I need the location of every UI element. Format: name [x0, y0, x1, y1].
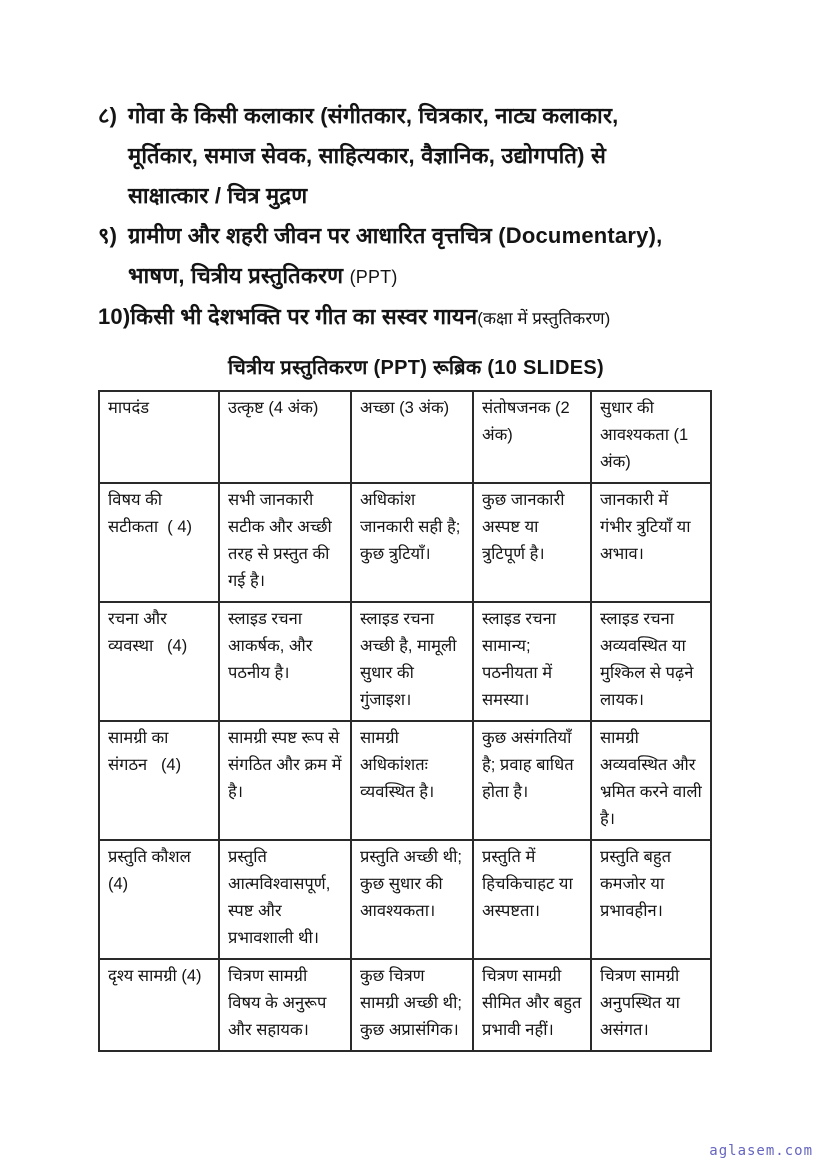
rubric-row-visual-material — [99, 959, 711, 1051]
list-item-8-line-2: मूर्तिकार, समाज सेवक, साहित्यकार, वैज्ञानिक, उद्योगपति) से — [128, 143, 607, 168]
watermark-text: aglasem.com — [709, 1143, 813, 1159]
list-item-9-text — [128, 216, 712, 297]
list-item-9-line-2 — [128, 256, 712, 297]
list-item-8-text — [128, 96, 712, 216]
rubric-header-criteria: मापदंड — [99, 391, 219, 483]
rubric-cell: सभी जानकारी सटीक और अच्छी तरह से प्रस्तुत की गई है। — [219, 483, 351, 602]
list-item-9-number: ९) — [98, 223, 118, 248]
rubric-cell: सामग्री अव्यवस्थित और भ्रमित करने वाली है। — [591, 721, 711, 840]
rubric-cell: जानकारी में गंभीर त्रुटियाँ या अभाव। — [591, 483, 711, 602]
rubric-cell: कुछ जानकारी अस्पष्ट या त्रुटिपूर्ण है। — [473, 483, 591, 602]
rubric-table — [98, 390, 712, 1052]
rubric-cell: सामग्री स्पष्ट रूप से संगठित और क्रम में है। — [219, 721, 351, 840]
rubric-cell: स्लाइड रचना सामान्य; पठनीयता में समस्या। — [473, 602, 591, 721]
list-item-8-line-1: गोवा के किसी कलाकार (संगीतकार, चित्रकार, नाट्य कलाकार, — [128, 103, 619, 128]
rubric-cell: स्लाइड रचना आकर्षक, और पठनीय है। — [219, 602, 351, 721]
list-item-9-line-1: ग्रामीण और शहरी जीवन पर आधारित वृत्तचित्र (Documentary), — [128, 223, 663, 248]
rubric-cell: सामग्री का संगठन (4) — [99, 721, 219, 840]
list-item-9-ppt-note: (PPT) — [349, 267, 398, 287]
list-item-10-class-note: (कक्षा में प्रस्तुतिकरण) — [477, 309, 611, 328]
rubric-cell: रचना और व्यवस्था (4) — [99, 602, 219, 721]
list-item-9-line-2-main: भाषण, चित्रीय प्रस्तुतिकरण — [128, 263, 344, 288]
rubric-cell: स्लाइड रचना अव्यवस्थित या मुश्किल से पढ़ने लायक। — [591, 602, 711, 721]
list-item-8-number: ८) — [98, 103, 118, 128]
list-item-8 — [98, 96, 712, 216]
rubric-cell: विषय की सटीकता ( 4) — [99, 483, 219, 602]
rubric-header-excellent: उत्कृष्ट (4 अंक) — [219, 391, 351, 483]
rubric-row-organization — [99, 721, 711, 840]
rubric-cell: प्रस्तुति में हिचकिचाहट या अस्पष्टता। — [473, 840, 591, 959]
rubric-cell: कुछ असंगतियाँ है; प्रवाह बाधित होता है। — [473, 721, 591, 840]
rubric-row-presentation-skill — [99, 840, 711, 959]
rubric-cell: प्रस्तुति कौशल (4) — [99, 840, 219, 959]
rubric-cell: प्रस्तुति अच्छी थी; कुछ सुधार की आवश्यकता। — [351, 840, 473, 959]
list-item-9 — [98, 216, 712, 297]
rubric-header-good: अच्छा (3 अंक) — [351, 391, 473, 483]
rubric-row-composition — [99, 602, 711, 721]
rubric-cell: अधिकांश जानकारी सही है; कुछ त्रुटियाँ। — [351, 483, 473, 602]
rubric-title: चित्रीय प्रस्तुतिकरण (PPT) रूब्रिक (10 SLIDES) — [227, 357, 605, 379]
list-item-10-number: 10) — [98, 304, 131, 329]
list-item-10-text — [130, 297, 712, 339]
list-item-10 — [98, 297, 712, 339]
rubric-cell: चित्रण सामग्री विषय के अनुरूप और सहायक। — [219, 959, 351, 1051]
rubric-header-row — [99, 391, 711, 483]
assignment-list — [98, 96, 712, 339]
list-item-8-line-3: साक्षात्कार / चित्र मुद्रण — [128, 183, 308, 208]
list-item-10-line-1 — [130, 297, 712, 339]
rubric-cell: सामग्री अधिकांशतः व्यवस्थित है। — [351, 721, 473, 840]
rubric-cell: चित्रण सामग्री सीमित और बहुत प्रभावी नहीं। — [473, 959, 591, 1051]
rubric-cell: कुछ चित्रण सामग्री अच्छी थी; कुछ अप्रासंगिक। — [351, 959, 473, 1051]
rubric-cell: प्रस्तुति आत्मविश्वासपूर्ण, स्पष्ट और प्रभावशाली थी। — [219, 840, 351, 959]
rubric-header-needs-improvement: सुधार की आवश्यकता (1 अंक) — [591, 391, 711, 483]
rubric-cell: दृश्य सामग्री (4) — [99, 959, 219, 1051]
rubric-header-satisfactory: संतोषजनक (2 अंक) — [473, 391, 591, 483]
rubric-cell: प्रस्तुति बहुत कमजोर या प्रभावहीन। — [591, 840, 711, 959]
rubric-cell: स्लाइड रचना अच्छी है, मामूली सुधार की गुंजाइश। — [351, 602, 473, 721]
rubric-cell: चित्रण सामग्री अनुपस्थित या असंगत। — [591, 959, 711, 1051]
list-item-10-main: किसी भी देशभक्ति पर गीत का सस्वर गायन — [130, 304, 478, 329]
rubric-row-accuracy — [99, 483, 711, 602]
